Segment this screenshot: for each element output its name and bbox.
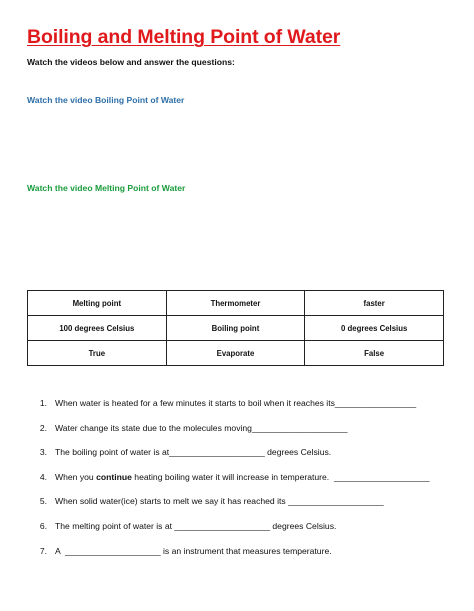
question-text[interactable]: The boiling point of water is at____________________ degrees Celsius. [55, 447, 332, 458]
word-bank-cell: False [305, 341, 444, 366]
question-text[interactable]: When water is heated for a few minutes it starts to boil when it reaches its_________________ [55, 398, 417, 408]
question-item [27, 398, 457, 423]
word-bank-cell: faster [305, 291, 444, 316]
question-emphasis: continue [96, 471, 132, 482]
question-number: 3. [39, 447, 47, 458]
question-text[interactable]: A ____________________ is an instrument that measures temperature. [55, 545, 332, 556]
question-item [27, 521, 457, 546]
word-bank-cell: Boiling point [166, 316, 305, 341]
word-bank-cell: 0 degrees Celsius [305, 316, 444, 341]
page-title: Boiling and Melting Point of Water [27, 26, 341, 48]
question-list [27, 398, 457, 570]
word-bank-cell: 100 degrees Celsius [28, 316, 167, 341]
question-item [27, 447, 457, 472]
question-item [27, 472, 457, 497]
question-number: 1. [39, 398, 47, 408]
table-row [28, 291, 444, 316]
question-number: 5. [39, 496, 47, 507]
question-item [27, 496, 457, 521]
table-row [28, 316, 444, 341]
question-text[interactable]: The melting point of water is at ____________________ degrees Celsius. [55, 520, 337, 531]
question-text-post: heating boiling water it will increase in temperature. ____________________ [131, 471, 430, 482]
question-item [27, 546, 457, 571]
question-number: 4. [39, 471, 47, 482]
question-text[interactable]: Water change its state due to the molecules moving____________________ [55, 422, 348, 433]
word-bank-cell: Thermometer [166, 291, 305, 316]
word-bank-table [27, 290, 444, 366]
question-text[interactable]: When solid water(ice) starts to melt we say it has reached its ____________________ [55, 496, 384, 507]
word-bank-cell: Melting point [28, 291, 167, 316]
boiling-video-link[interactable]: Watch the video Boiling Point of Water [27, 95, 185, 105]
word-bank-cell: Evaporate [166, 341, 305, 366]
melting-video-link[interactable]: Watch the video Melting Point of Water [27, 183, 186, 193]
question-number: 7. [39, 545, 47, 556]
question-text[interactable] [55, 472, 430, 497]
word-bank-cell: True [28, 341, 167, 366]
question-text-pre: When you [55, 471, 97, 482]
table-row [28, 341, 444, 366]
question-number: 6. [39, 520, 47, 531]
instructions: Watch the videos below and answer the questions: [27, 57, 235, 67]
question-item [27, 423, 457, 448]
question-number: 2. [39, 422, 47, 433]
